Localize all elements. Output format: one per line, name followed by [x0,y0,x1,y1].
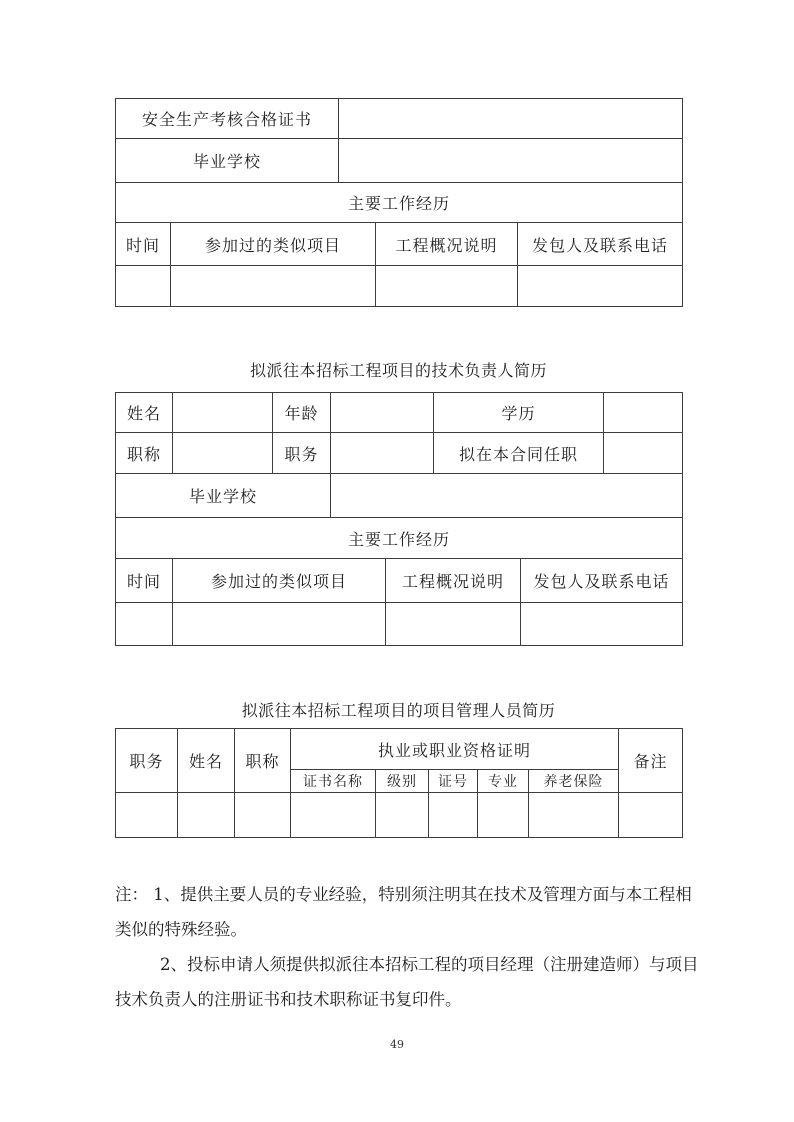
pm-staff-resume-title: 拟派往本招标工程项目的项目管理人员简历 [241,701,556,720]
tech-lead-resume-table [115,392,683,646]
graduation-school-label-cell: 毕业学校 [116,139,339,183]
graduation-school-value-cell [339,139,683,183]
empty-cell [116,793,178,838]
prof-title-header-cell: 职称 [235,729,291,793]
age-value-cell [331,393,434,433]
experience-col-employer: 发包人及联系电话 [521,559,683,603]
empty-cell [173,603,386,646]
tech-lead-resume-title: 拟派往本招标工程项目的技术负责人简历 [249,361,547,380]
table-row [116,603,683,646]
safety-certificate-label-cell: 安全生产考核合格证书 [116,99,339,139]
age-label-cell: 年龄 [273,393,331,433]
empty-cell [529,793,619,838]
empty-cell [386,603,521,646]
graduation-school-value-cell [331,474,683,518]
note-line: 技术负责人的注册证书和技术职称证书复印件。 [115,990,462,1009]
empty-cell [429,793,478,838]
table-row [116,266,683,307]
experience-col-time: 时间 [116,559,173,603]
empty-cell [116,603,173,646]
name-value-cell [173,393,273,433]
note-line: 2、投标申请人须提供拟派往本招标工程的项目经理（注册建造师）与项目 [160,955,699,974]
position-label-cell: 职务 [273,433,331,474]
note-line: 类似的特殊经验。 [115,920,247,939]
empty-cell [376,266,518,307]
empty-cell [376,793,429,838]
empty-cell [521,603,683,646]
table-row [116,433,683,474]
empty-cell [291,793,376,838]
safety-certificate-value-cell [339,99,683,139]
cert-level-header-cell: 级别 [376,770,429,793]
education-value-cell [604,393,683,433]
contract-role-value-cell [604,433,683,474]
cert-major-header-cell: 专业 [478,770,529,793]
empty-cell [171,266,376,307]
empty-cell [235,793,291,838]
pension-header-cell: 养老保险 [529,770,619,793]
graduation-school-label-cell: 毕业学校 [116,474,331,518]
table-row [116,793,683,838]
table-row [116,729,683,770]
table-row [116,518,683,559]
table-row [116,99,683,139]
table-row [116,393,683,433]
empty-cell [478,793,529,838]
notes-block [115,877,715,1017]
name-label-cell: 姓名 [116,393,173,433]
experience-col-projects: 参加过的类似项目 [173,559,386,603]
work-experience-header-cell: 主要工作经历 [116,518,683,559]
table-row [116,139,683,183]
experience-col-projects: 参加过的类似项目 [171,223,376,266]
table-row [116,183,683,223]
contract-role-label-cell: 拟在本合同任职 [434,433,604,474]
prof-title-label-cell: 职称 [116,433,173,474]
page-number: 49 [390,1038,404,1051]
position-value-cell [331,433,434,474]
education-label-cell: 学历 [434,393,604,433]
experience-col-overview: 工程概况说明 [376,223,518,266]
qualification-group-header-cell: 执业或职业资格证明 [291,729,619,770]
empty-cell [116,266,171,307]
empty-cell [619,793,683,838]
cert-number-header-cell: 证号 [429,770,478,793]
experience-col-employer: 发包人及联系电话 [518,223,683,266]
empty-cell [518,266,683,307]
table-row [116,474,683,518]
remarks-header-cell: 备注 [619,729,683,793]
note-line: 注： 1、提供主要人员的专业经验，特别须注明其在技术及管理方面与本工程相 [115,885,692,904]
position-header-cell: 职务 [116,729,178,793]
pm-staff-resume-table [115,728,683,838]
experience-col-overview: 工程概况说明 [386,559,521,603]
experience-col-time: 时间 [116,223,171,266]
name-header-cell: 姓名 [178,729,235,793]
manager-resume-table [115,98,683,307]
table-row [116,223,683,266]
work-experience-header-cell: 主要工作经历 [116,183,683,223]
prof-title-value-cell [173,433,273,474]
table-row [116,559,683,603]
cert-name-header-cell: 证书名称 [291,770,376,793]
empty-cell [178,793,235,838]
